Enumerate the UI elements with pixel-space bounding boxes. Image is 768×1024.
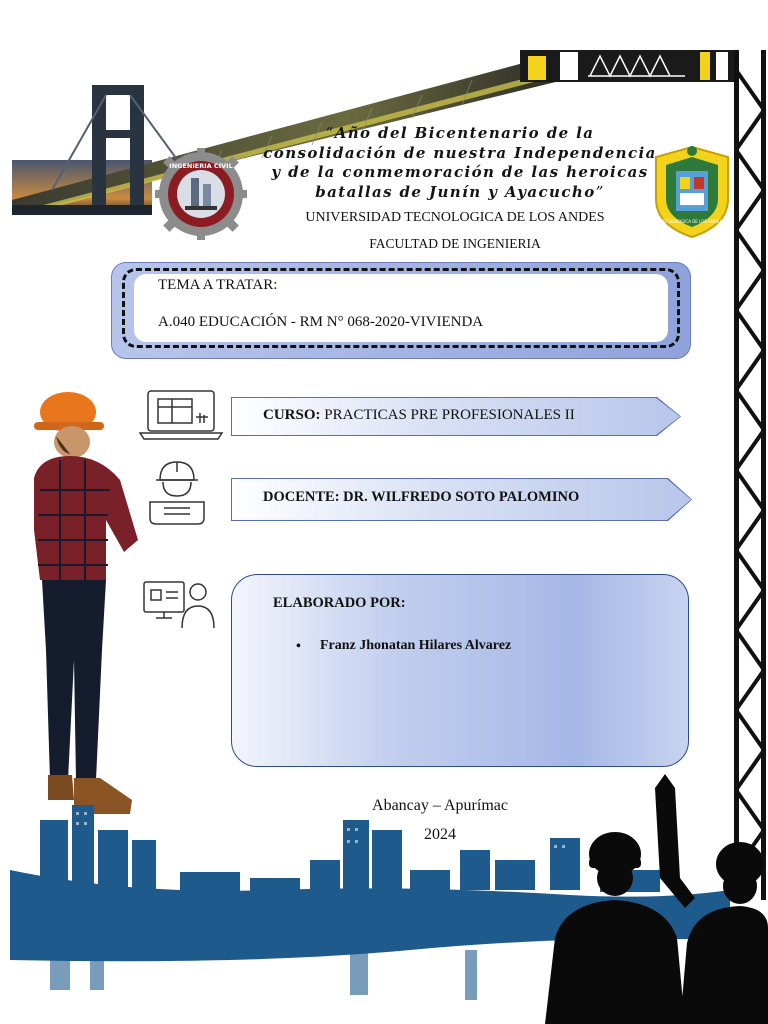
official-year-motto: “Año del Bicentenario de la consolidación de nuestra Independencia y de la conmemoración de las heroicas batallas de Junín y Ayacucho” [263,124,657,201]
civil-engineering-logo [155,148,247,240]
year-text: 2024 [424,826,456,843]
course-label: CURSO: [263,407,321,423]
logo-ut-text: TECNOLOGICA DE LOS ANDES [661,219,723,224]
logo-ic-text: INGENIERIA CIVIL [169,162,233,170]
course-value: PRACTICAS PRE PROFESIONALES II [324,407,575,423]
faculty-name: FACULTAD DE INGENIERIA [369,236,541,251]
motto-line-2: consolidación de nuestra Independencia [263,143,657,162]
motto-line-1: Año del Bicentenario de la [334,124,595,142]
engineer-helmet-icon [146,458,208,526]
university-name: UNIVERSIDAD TECNOLOGICA DE LOS ANDES [305,210,605,225]
course-text [263,407,575,424]
engineer-worker-image [20,390,155,820]
topic-value: A.040 EDUCACIÓN - RM N° 068-2020-VIVIENDA [158,314,484,330]
motto-line-3: y de la conmemoración de las heroicas [271,163,649,181]
motto-line-4: batallas de Junín y Ayacucho [315,182,596,201]
authors-bullet: • [296,639,301,654]
authors-label: ELABORADO POR: [273,595,406,611]
location-text: Abancay – Apurímac [372,797,508,814]
teacher-text: DOCENTE: DR. WILFREDO SOTO PALOMINO [263,489,580,505]
author-name: Franz Jhonatan Hilares Alvarez [320,638,512,653]
topic-label: TEMA A TRATAR: [158,277,278,293]
top-decorative-strip [520,50,738,82]
